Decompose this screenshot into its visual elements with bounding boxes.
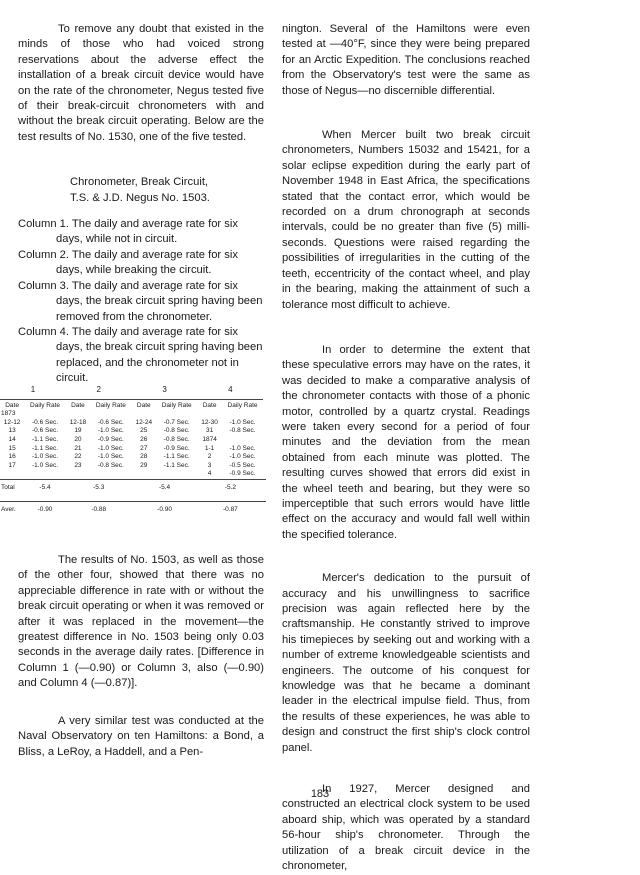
date-cell: 12-24 (135, 418, 153, 426)
total-row (0, 479, 266, 501)
rate-cell: -0.5 Sec. (229, 461, 256, 469)
results-paragraph: The results of No. 1503, as well as those of the other four, showed that there was no appreciable difference in rate with or without the break circuit operating or when it was removed or after it was replaced in the movement—the greatest difference in No. 1503 being only 0.03 seconds in the average daily rates. [Difference in Column 1 (—0.90) or Column 3, also (—0.90) and Column 4 (—0.87)]. (18, 554, 264, 690)
rate-cell: -0.7 Sec. (163, 418, 190, 426)
left-column (18, 22, 264, 387)
table-caption-line1: Chronometer, Break Circuit, (70, 176, 209, 189)
date-cell (0, 470, 24, 479)
table-column-numbers (0, 386, 266, 399)
mercer-eclipse-paragraph: When Mercer built two break circuit chronometers, Numbers 15032 and 15421, for a solar eclipse expedition during the early part of November 1948 in East Africa, the specifications stated that the contact error, which would be recorded on a drum chronograph at seconds intervals, could be no greater than five (5) milli-seconds. Questions were raised regarding the possibilities of irregularities in the cutting of the teeth, eccentricity of the contact wheel, and play in the bearing, making the attainment of such a tolerance most difficult to achieve. (282, 129, 530, 311)
clock-system-paragraph: In 1927, Mercer designed and constructed an electrical clock system to be used aboard ship, which was operated by a standard 56-hour ship's chronometer. Through the utilization of a break circuit device in the chronometer, (282, 783, 530, 873)
total-cell: -5.3 (66, 479, 132, 501)
column-descriptions (18, 217, 264, 386)
header-cell: Date (71, 401, 85, 409)
date-cell: 29 (140, 461, 148, 469)
date-cell: 13 (8, 427, 16, 435)
year-cell: 1873 (1, 410, 16, 418)
date-cell: 25 (140, 427, 148, 435)
rate-cell: -1.0 Sec. (97, 427, 124, 435)
table-row (0, 419, 266, 428)
rate-cell: -1.0 Sec. (32, 453, 59, 461)
date-cell: 12-18 (69, 418, 87, 426)
rate-cell: -1.0 Sec. (97, 453, 124, 461)
date-cell: 12-12 (3, 418, 21, 426)
date-cell: 28 (140, 453, 148, 461)
table-row (0, 453, 266, 462)
date-cell: 3 (207, 461, 212, 469)
column-description-2: Column 2. The daily and average rate for six days, while breaking the circuit. (18, 248, 238, 277)
column-description-4: Column 4. The daily and average rate for six days, the break circuit spring having been replaced, and the chronometer not in circuit. (18, 325, 263, 385)
header-cell: Daily Rate (161, 401, 192, 409)
rate-cell (24, 470, 66, 479)
total-cell: -5.2 (197, 479, 263, 501)
header-cell: Daily Rate (95, 401, 126, 409)
page-number: 183 (310, 788, 330, 800)
column-description-3: Column 3. The daily and average rate for six days, the break circuit spring having been removed from the chronometer. (18, 279, 263, 323)
rate-cell: -1.1 Sec. (163, 453, 190, 461)
rate-table (0, 386, 266, 516)
total-label: Total (0, 479, 24, 501)
date-cell: 20 (74, 435, 82, 443)
average-label: Aver. (0, 501, 24, 516)
average-cell: -0.88 (66, 501, 132, 516)
column-description-1: Column 1. The daily and average rate for six days, while not in circuit. (18, 218, 238, 246)
date-cell: 2 (207, 453, 212, 461)
date-cell: 16 (8, 453, 16, 461)
naval-test-paragraph: A very similar test was conducted at the Naval Observatory on ten Hamiltons: a Bond, a Bliss, a LeRoy, a Haddell, and a Pen- (18, 715, 264, 758)
rate-cell: -0.8 Sec. (163, 427, 190, 435)
results-section (18, 553, 264, 692)
date-cell: 21 (74, 444, 82, 452)
rate-cell (156, 470, 198, 479)
date-cell: 19 (74, 427, 82, 435)
date-cell: 23 (74, 461, 82, 469)
intro-paragraph: To remove any doubt that existed in the minds of those who had voiced strong reservations about the adverse effect the installation of a break circuit device would have on the rate of the chronometer, Negus tested five of their break-circuit chronometers with and without the break circuit operating. Below are the test results of No. 1530, one of the five tested. (18, 23, 264, 143)
column-number: 2 (66, 386, 132, 399)
date-cell: 1-1 (204, 444, 215, 452)
rate-cell: -1.0 Sec. (229, 444, 256, 452)
header-cell: Date (202, 401, 217, 409)
rate-cell: -1.1 Sec. (32, 444, 59, 452)
rate-cell: -0.8 Sec. (163, 435, 190, 443)
rate-cell: -1.0 Sec. (32, 461, 59, 469)
table-row (0, 436, 266, 445)
table-row (0, 445, 266, 454)
date-cell: 14 (8, 435, 16, 443)
table-caption-line2: T.S. & J.D. Negus No. 1503. (70, 191, 210, 204)
analysis-paragraph: In order to determine the extent that these speculative errors may have on the rates, it was decided to make a comparative analysis of the chronometer contacts with those of a phonic motor, controlled by a quartz crystal. Readings were taken every second for a period of four minutes and the deviation from the mean obtained from each minute was plotted. The resulting curves showed that errors did exist in the wheel teeth and bearing, but they were so imperceptible that such errors would have little effect on the accuracy and would fall well within the specified tolerance. (282, 343, 530, 541)
rate-cell: -1.1 Sec. (32, 435, 59, 443)
rate-cell: -1.0 Sec. (97, 444, 124, 452)
table-row (0, 470, 266, 479)
date-cell (132, 470, 156, 479)
year-row (0, 410, 266, 419)
header-cell: Daily Rate (227, 401, 258, 409)
right-column (282, 22, 530, 875)
rate-cell: -0.6 Sec. (32, 427, 59, 435)
date-cell: 26 (140, 435, 148, 443)
rate-cell (90, 470, 132, 479)
rate-cell: -0.9 Sec. (163, 444, 190, 452)
date-cell: 22 (74, 453, 82, 461)
header-cell: Date (5, 401, 19, 409)
header-cell: Daily Rate (30, 401, 61, 409)
rate-cell: -1.0 Sec. (229, 418, 256, 426)
date-cell: 15 (8, 444, 16, 452)
date-cell (66, 470, 90, 479)
total-cell: -5.4 (132, 479, 198, 501)
average-cell: -0.90 (132, 501, 198, 516)
column-number: 1 (0, 386, 66, 399)
continuation-paragraph: nington. Several of the Hamiltons were even tested at —40°F, since they were being prepared for an Arctic Expedition. The conclusions reached from the Observatory's test were the same as those of Negus—no discernible differential. (282, 23, 530, 97)
column-number: 3 (132, 386, 198, 399)
rate-cell: -0.8 Sec. (229, 427, 256, 435)
naval-test-section (18, 714, 264, 760)
average-cell: -0.90 (24, 501, 66, 516)
rate-cell (222, 436, 264, 445)
date-cell: 17 (8, 461, 16, 469)
average-cell: -0.87 (197, 501, 263, 516)
table-row (0, 427, 266, 436)
rate-cell: -0.9 Sec. (97, 435, 124, 443)
header-cell: Date (136, 401, 151, 409)
rate-cell: -0.6 Sec. (32, 418, 59, 426)
column-number: 4 (197, 386, 263, 399)
rate-cell: -0.9 Sec. (229, 470, 256, 478)
date-cell: 12-30 (201, 418, 218, 426)
table-row (0, 462, 266, 471)
rate-cell: -0.6 Sec. (97, 418, 124, 426)
date-cell: 4 (207, 470, 212, 478)
dedication-paragraph: Mercer's dedication to the pursuit of accuracy and his unwillingness to sacrifice precision was again reflected here by the craftsmanship. He constantly strived to improve his timepieces by seeking out and working with a number of extreme knowledgeable scientists and engineers. The outcome of his conquest for knowledge was that he became a dominant leader in the electrical impulse field. Thus, from the results of these experiences, he was able to design and construct the first ship's clock control panel. (282, 572, 530, 754)
rate-cell: -1.1 Sec. (163, 461, 190, 469)
rate-cell: -1.0 Sec. (229, 453, 256, 461)
date-cell: 27 (140, 444, 148, 452)
table-header-row (0, 399, 266, 410)
date-cell: 31 (205, 427, 214, 435)
rate-cell: -0.8 Sec. (97, 461, 124, 469)
average-row (0, 501, 266, 516)
date-cell: 1874 (202, 435, 217, 443)
total-cell: -5.4 (24, 479, 66, 501)
